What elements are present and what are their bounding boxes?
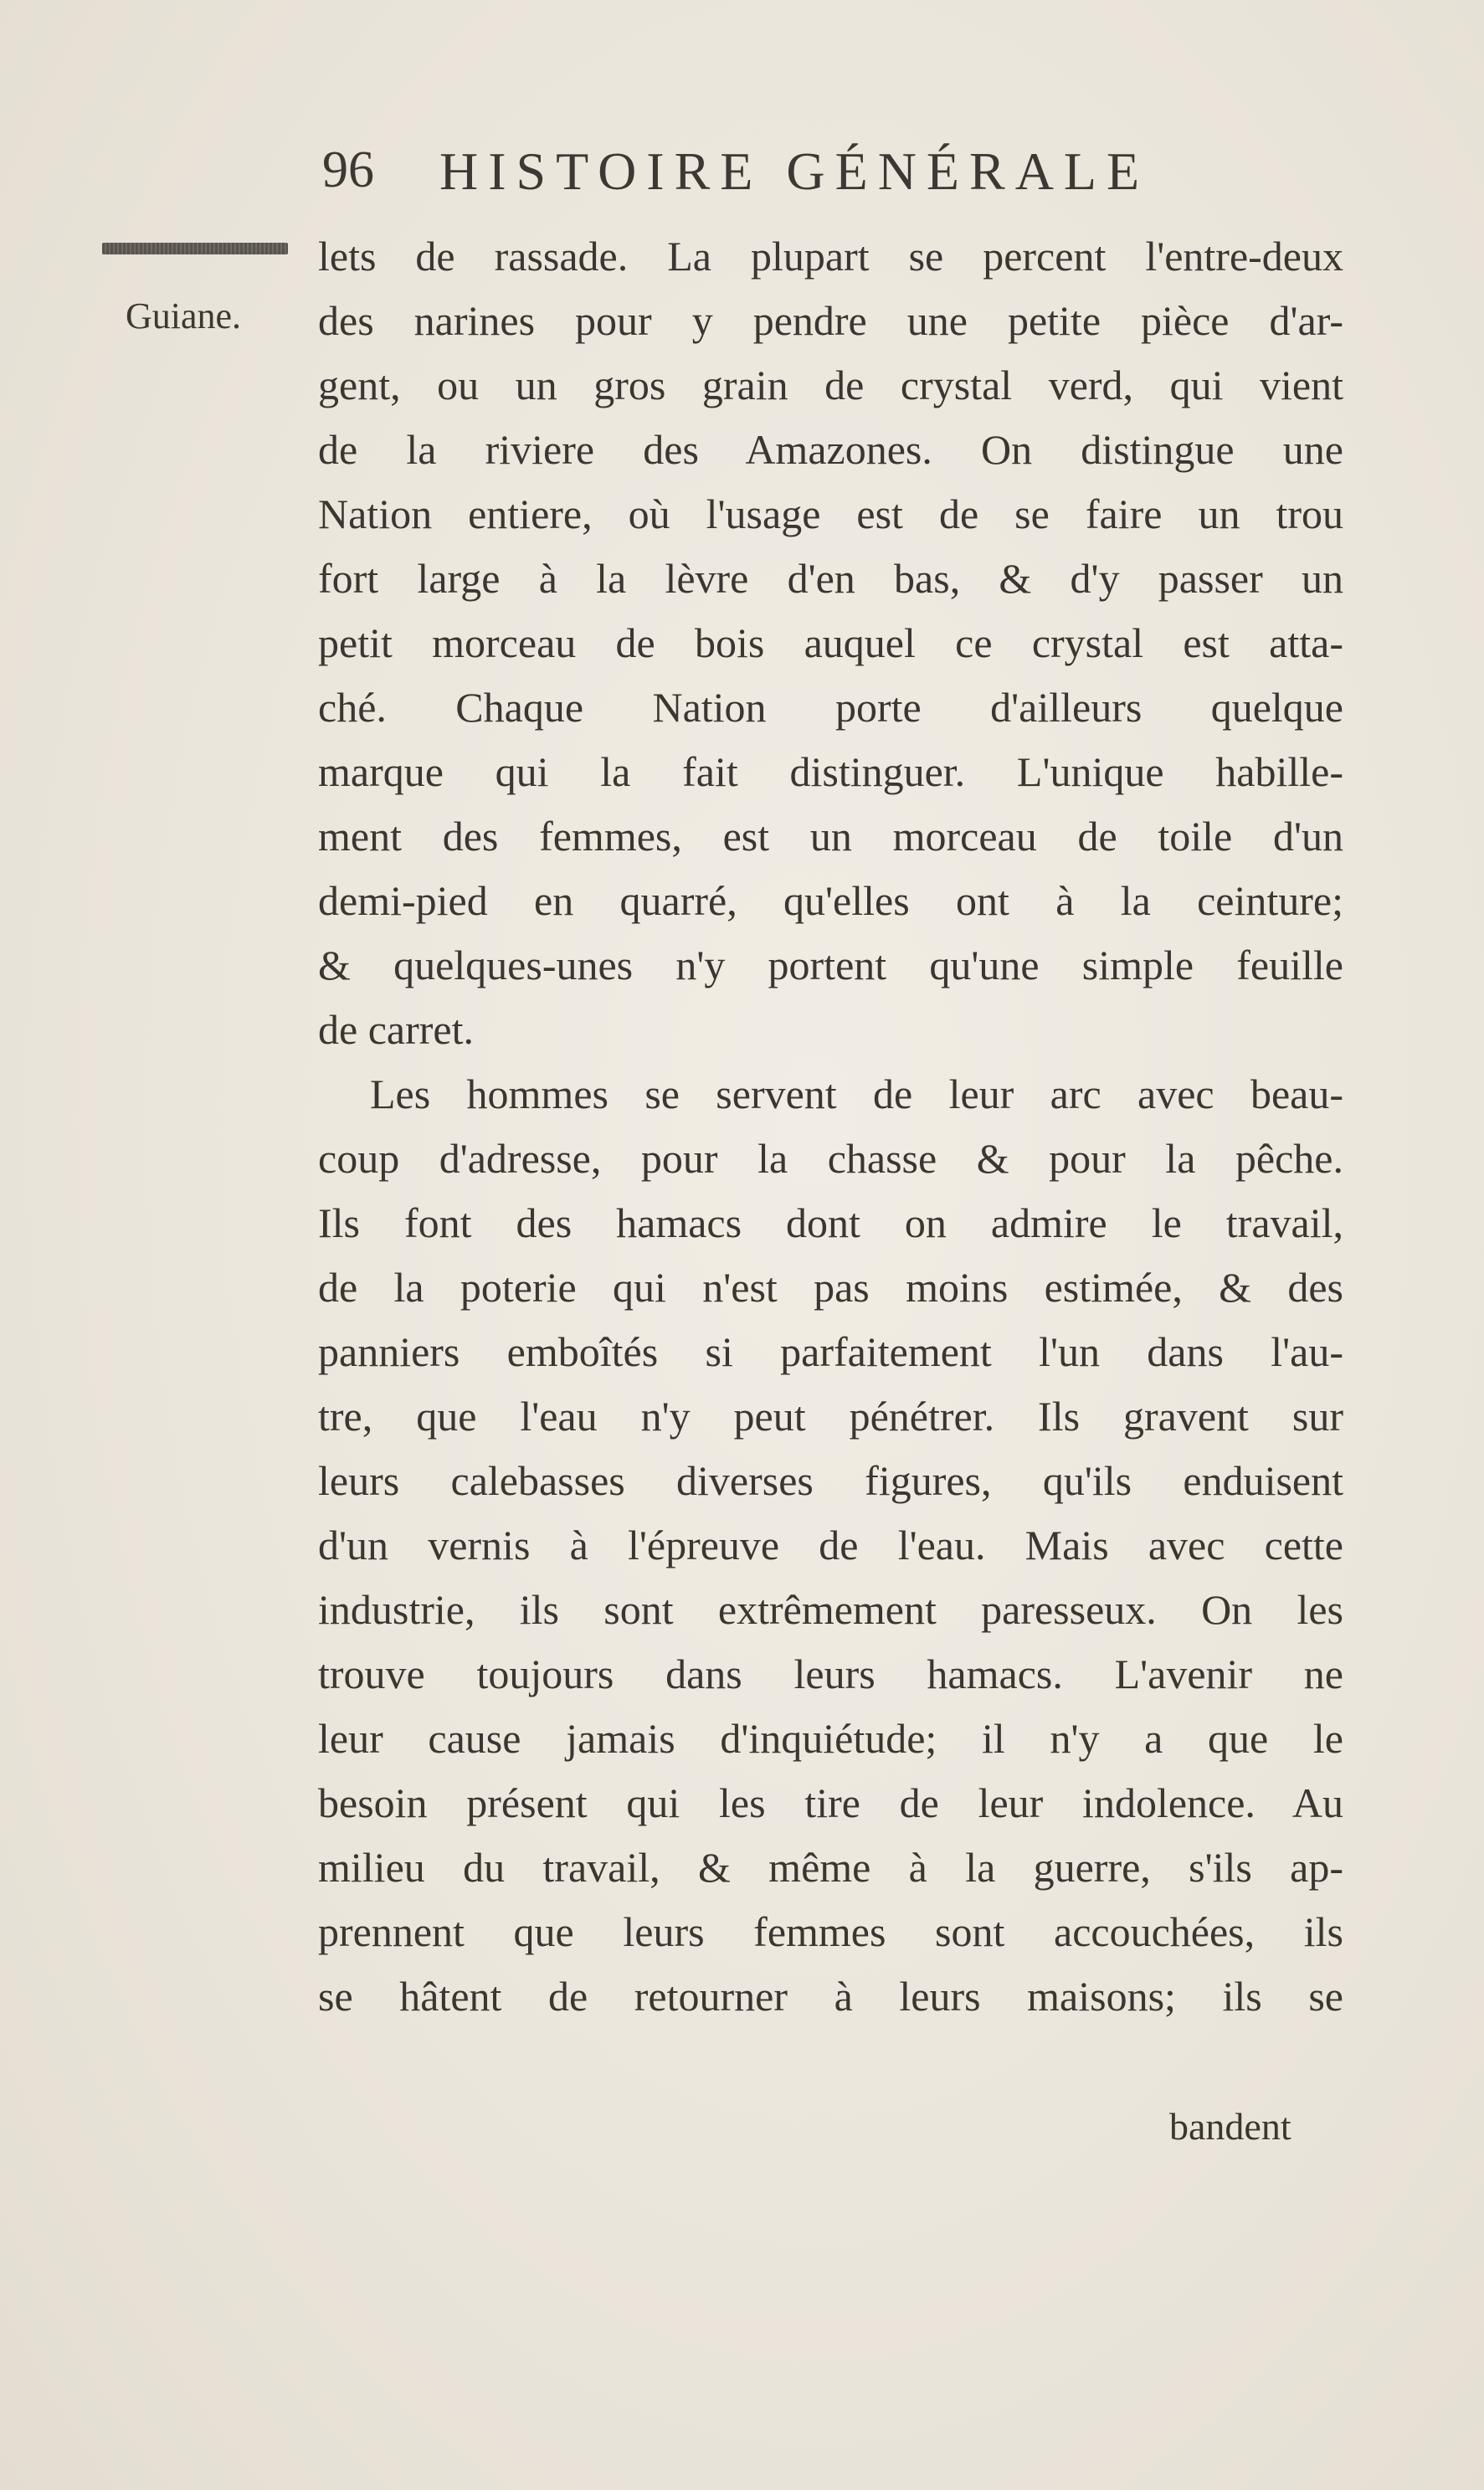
running-header	[322, 141, 1368, 208]
text-line: des narines pour y pendre une petite pièce d'ar-	[318, 297, 1343, 344]
text-line: & quelques-unes n'y portent qu'une simple feuille	[318, 942, 1343, 988]
text-line: prennent que leurs femmes sont accouchées, ils	[318, 1908, 1343, 1955]
text-line: de la poterie qui n'est pas moins estimée, & des	[318, 1264, 1343, 1311]
text-line: panniers emboîtés si parfaitement l'un dans l'au-	[318, 1328, 1343, 1375]
margin-ornament-rule	[102, 243, 288, 254]
text-line: gent, ou un gros grain de crystal verd, qui vient	[318, 362, 1343, 408]
text-line: ché. Chaque Nation porte d'ailleurs quelque	[318, 684, 1343, 731]
margin-note: Guiane.	[126, 295, 242, 336]
text-line: se hâtent de retourner à leurs maisons; ils se	[318, 1973, 1343, 2020]
paragraph-2	[318, 1062, 1343, 2029]
running-title: HISTOIRE GÉNÉRALE	[439, 141, 1150, 201]
text-line: fort large à la lèvre d'en bas, & d'y passer un	[318, 555, 1343, 602]
paragraph-1	[318, 224, 1343, 1062]
text-line: leurs calebasses diverses figures, qu'ils enduisent	[318, 1457, 1343, 1504]
text-line: de carret.	[318, 1006, 474, 1053]
text-line: industrie, ils sont extrêmement paresseux. On les	[318, 1586, 1343, 1633]
text-line: petit morceau de bois auquel ce crystal est atta-	[318, 619, 1343, 666]
text-line: d'un vernis à l'épreuve de l'eau. Mais avec cette	[318, 1522, 1343, 1568]
text-line: milieu du travail, & même à la guerre, s'ils ap-	[318, 1844, 1343, 1891]
catchword: bandent	[1169, 2105, 1291, 2148]
text-line: marque qui la fait distinguer. L'unique habille-	[318, 748, 1343, 795]
text-line: lets de rassade. La plupart se percent l'entre-deux	[318, 233, 1343, 280]
text-line: demi-pied en quarré, qu'elles ont à la ceinture;	[318, 877, 1343, 924]
text-line: leur cause jamais d'inquiétude; il n'y a que le	[318, 1715, 1343, 1762]
body-text	[318, 224, 1343, 2029]
page-number: 96	[322, 141, 374, 198]
text-line: Les hommes se servent de leur arc avec beau-	[370, 1070, 1343, 1117]
text-line: Nation entiere, où l'usage est de se faire un trou	[318, 490, 1343, 537]
text-line: Ils font des hamacs dont on admire le travail,	[318, 1199, 1343, 1246]
text-line: trouve toujours dans leurs hamacs. L'avenir ne	[318, 1651, 1343, 1697]
text-line: ment des femmes, est un morceau de toile d'un	[318, 813, 1343, 860]
text-line: tre, que l'eau n'y peut pénétrer. Ils gravent sur	[318, 1393, 1343, 1440]
text-line: coup d'adresse, pour la chasse & pour la pêche.	[318, 1135, 1343, 1182]
text-line: de la riviere des Amazones. On distingue une	[318, 426, 1343, 473]
text-line: besoin présent qui les tire de leur indolence. Au	[318, 1779, 1343, 1826]
